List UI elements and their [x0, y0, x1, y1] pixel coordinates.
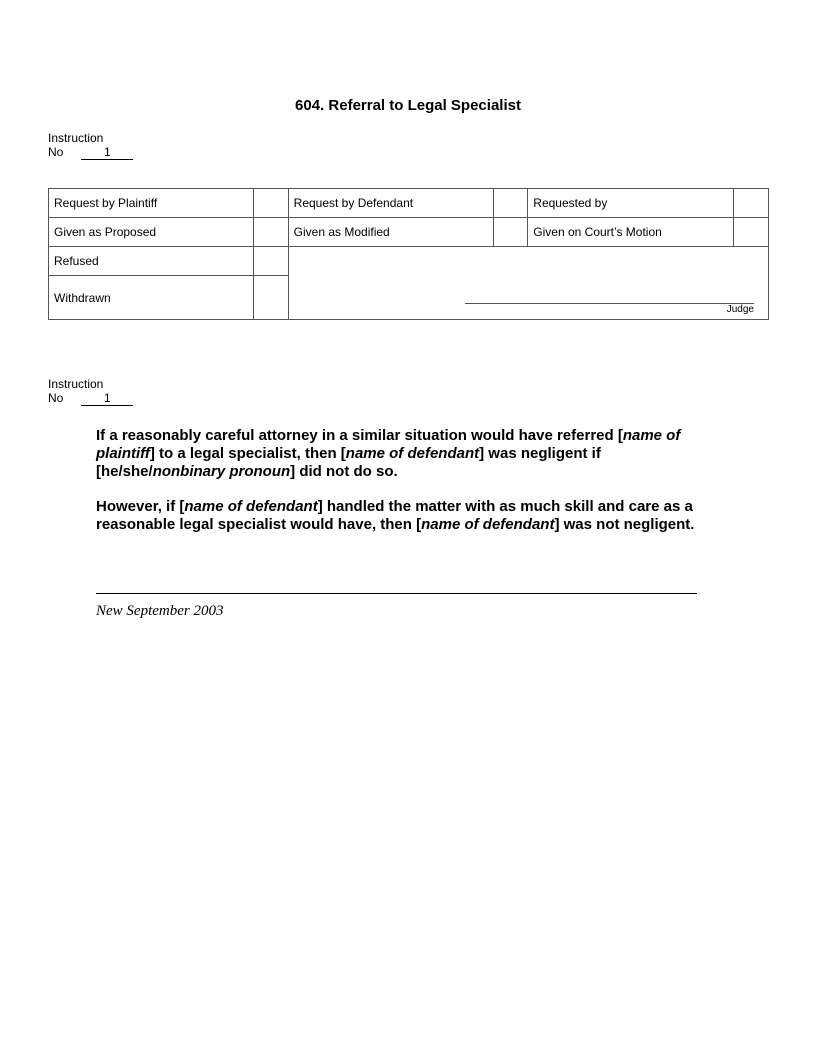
text-segment: However, if [ — [96, 498, 185, 515]
instruction-paragraph-2 — [96, 498, 716, 534]
text-segment: If a reasonably careful attorney in a similar situation would have referred [ — [96, 427, 623, 444]
given-proposed-box[interactable] — [253, 218, 288, 247]
instruction-number-field[interactable]: 1 — [81, 392, 133, 406]
instruction-number-top — [48, 131, 133, 160]
instruction-number-field[interactable]: 1 — [81, 146, 133, 160]
request-defendant-label: Request by Defendant — [288, 189, 493, 218]
refused-box[interactable] — [253, 247, 288, 276]
request-plaintiff-box[interactable] — [253, 189, 288, 218]
instruction-number-bottom — [48, 377, 133, 406]
withdrawn-label: Withdrawn — [49, 276, 254, 320]
refused-label: Refused — [49, 247, 254, 276]
given-modified-label: Given as Modified — [288, 218, 493, 247]
given-court-label: Given on Court’s Motion — [528, 218, 734, 247]
judge-signature-line[interactable] — [465, 303, 754, 304]
instruction-label: Instruction — [48, 131, 104, 145]
disposition-form — [48, 188, 769, 320]
no-label: No — [48, 391, 64, 405]
placeholder-text: nonbinary pronoun — [152, 463, 291, 480]
placeholder-text: name of defendant — [345, 445, 480, 462]
given-proposed-label: Given as Proposed — [49, 218, 254, 247]
placeholder-text: name of defendant — [184, 498, 318, 515]
given-modified-box[interactable] — [493, 218, 528, 247]
judge-signature-area — [288, 247, 768, 320]
placeholder-text: name of defendant — [421, 516, 555, 533]
instruction-label: Instruction — [48, 377, 104, 391]
text-segment: ] was negligent if [he/she/ — [96, 445, 601, 480]
text-segment: ] handled the matter with as much skill and care as a reasonable legal specialist would have, then [ — [96, 498, 693, 533]
judge-label: Judge — [726, 304, 754, 315]
text-segment: ] was not negligent. — [554, 516, 695, 533]
page-title: 604. Referral to Legal Specialist — [295, 97, 521, 114]
divider — [96, 593, 697, 594]
text-segment: ] to a legal specialist, then [ — [149, 445, 346, 462]
requested-by-label: Requested by — [528, 189, 734, 218]
placeholder-text: name of plaintiff — [96, 427, 681, 462]
requested-by-box[interactable] — [734, 189, 769, 218]
given-court-box[interactable] — [734, 218, 769, 247]
withdrawn-box[interactable] — [253, 276, 288, 320]
no-label: No — [48, 145, 64, 159]
request-defendant-box[interactable] — [493, 189, 528, 218]
instruction-paragraph-1 — [96, 427, 716, 481]
request-plaintiff-label: Request by Plaintiff — [49, 189, 254, 218]
revision-history: New September 2003 — [96, 603, 224, 619]
text-segment: ] did not do so. — [290, 463, 398, 480]
